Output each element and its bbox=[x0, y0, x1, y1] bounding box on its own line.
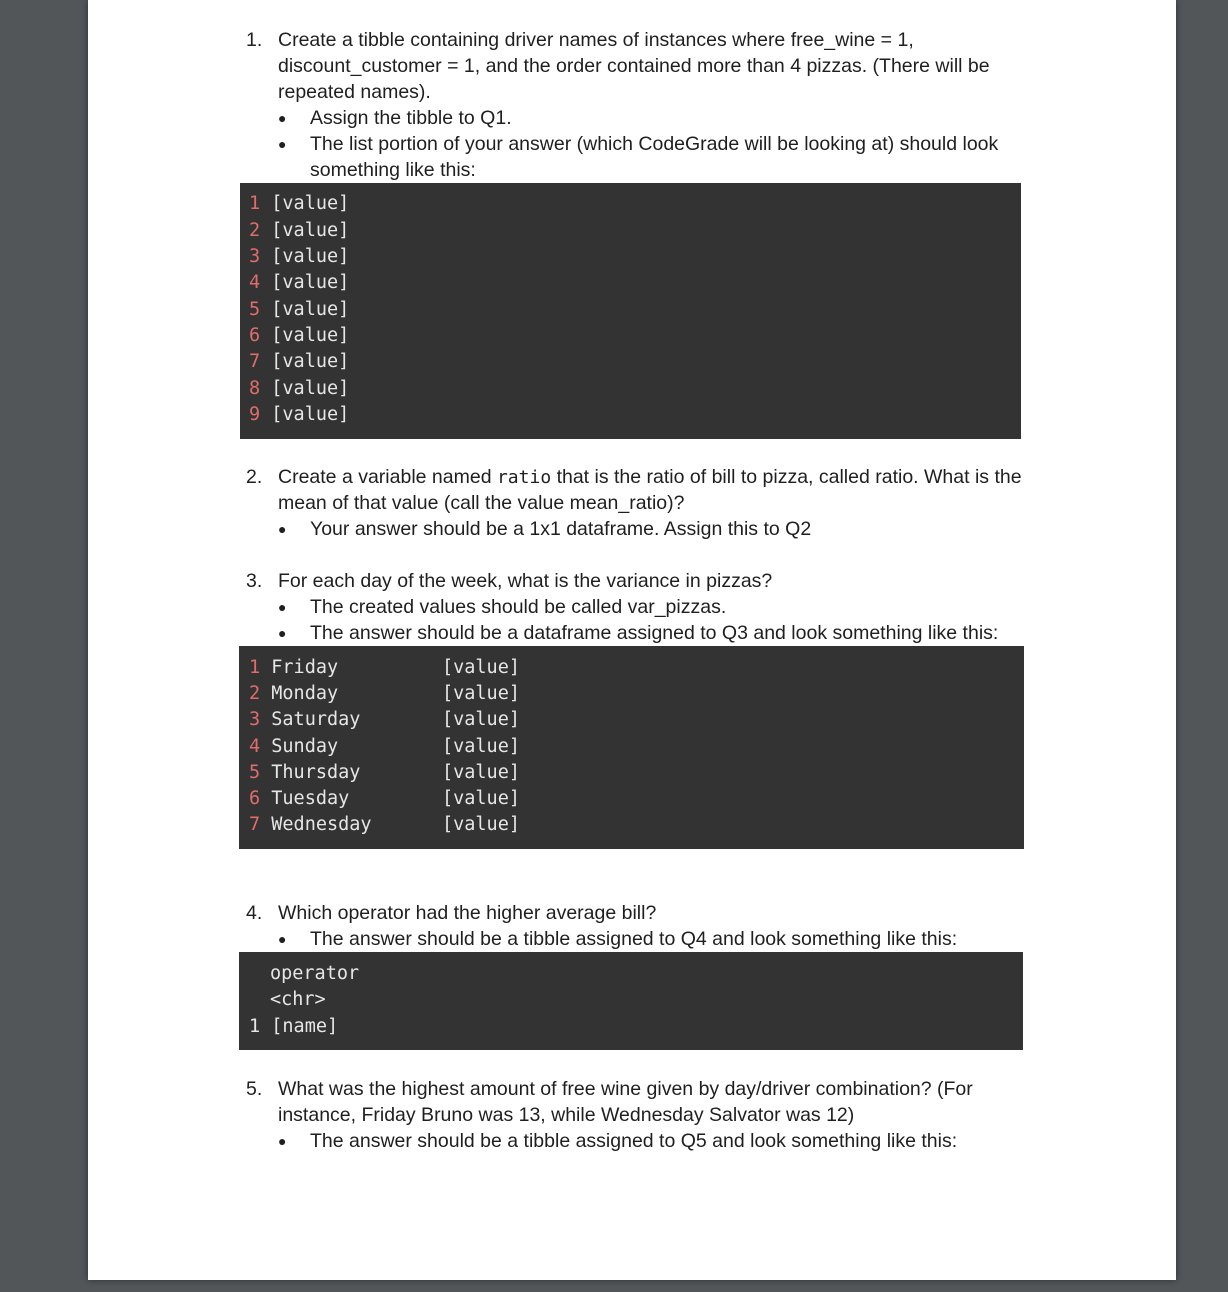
code-line bbox=[249, 707, 360, 733]
question-number: 2. bbox=[246, 466, 263, 488]
code-value: [value] bbox=[271, 193, 350, 214]
code-line bbox=[249, 655, 338, 681]
code-block-q1 bbox=[240, 183, 1021, 439]
bullet-text: Your answer should be a 1x1 dataframe. Assign this to Q2 bbox=[310, 518, 812, 540]
bullet-text: The list portion of your answer (which CodeGrade will be looking at) should look bbox=[310, 133, 999, 155]
code-line bbox=[249, 376, 349, 402]
line-number: 6 bbox=[249, 788, 261, 809]
question-text-line: repeated names). bbox=[278, 81, 431, 103]
code-line bbox=[249, 349, 349, 375]
question-text-line: instance, Friday Bruno was 13, while Wednesday Salvator was 12) bbox=[278, 1104, 855, 1126]
code-value: [value] bbox=[442, 814, 520, 835]
bullet-text: Assign the tibble to Q1. bbox=[310, 107, 512, 129]
column-header: operator bbox=[270, 963, 360, 984]
document-page bbox=[88, 0, 1176, 1280]
bullet-dot-icon: ● bbox=[278, 521, 287, 537]
question-number: 5. bbox=[246, 1078, 263, 1100]
bullet-text: The answer should be a dataframe assigned to Q3 and look something like this: bbox=[310, 622, 999, 644]
code-line bbox=[249, 244, 349, 270]
code-value: [name] bbox=[271, 1016, 339, 1037]
code-line bbox=[249, 191, 349, 217]
code-value: [value] bbox=[442, 736, 520, 757]
bullet-dot-icon: ● bbox=[278, 625, 287, 641]
question-text-line: Which operator had the higher average bill? bbox=[278, 902, 657, 924]
question-text-line: discount_customer = 1, and the order contained more than 4 pizzas. (There will be bbox=[278, 55, 990, 77]
question-3 bbox=[246, 568, 1126, 594]
bullet-text: The answer should be a tibble assigned to Q4 and look something like this: bbox=[310, 928, 958, 950]
bullet-dot-icon: ● bbox=[278, 931, 287, 947]
question-text-line: Create a tibble containing driver names of instances where free_wine = 1, bbox=[278, 29, 914, 51]
code-line bbox=[249, 402, 349, 428]
line-number: 9 bbox=[249, 404, 261, 425]
question-number: 3. bbox=[246, 570, 263, 592]
code-value: [value] bbox=[442, 657, 520, 678]
line-number: 5 bbox=[249, 762, 261, 783]
code-line bbox=[249, 1014, 338, 1040]
line-number: 4 bbox=[249, 736, 261, 757]
line-number: 2 bbox=[249, 220, 261, 241]
inline-code: ratio bbox=[496, 467, 552, 488]
column-type: <chr> bbox=[270, 989, 326, 1010]
code-value: [value] bbox=[271, 378, 350, 399]
code-value: [value] bbox=[271, 246, 350, 267]
code-value: [value] bbox=[442, 788, 520, 809]
bullet-dot-icon: ● bbox=[278, 599, 287, 615]
bullet-text: something like this: bbox=[310, 159, 476, 181]
question-text-line: What was the highest amount of free wine given by day/driver combination? (For bbox=[278, 1078, 973, 1100]
question-text-line bbox=[278, 464, 1022, 491]
code-line bbox=[249, 786, 349, 812]
code-value: [value] bbox=[442, 709, 520, 730]
day-name: Tuesday bbox=[271, 788, 350, 809]
day-name: Monday bbox=[271, 683, 339, 704]
question-text-line: mean of that value (call the value mean_ratio)? bbox=[278, 492, 685, 514]
question-2 bbox=[246, 464, 1146, 516]
code-block-q4 bbox=[239, 952, 1023, 1050]
question-text-line: For each day of the week, what is the variance in pizzas? bbox=[278, 570, 773, 592]
code-line bbox=[249, 270, 349, 296]
code-line bbox=[249, 760, 360, 786]
code-value: [value] bbox=[271, 325, 350, 346]
question-number: 4. bbox=[246, 902, 263, 924]
day-name: Saturday bbox=[271, 709, 361, 730]
code-value: [value] bbox=[442, 762, 520, 783]
question-1 bbox=[246, 27, 1126, 107]
bullet-dot-icon: ● bbox=[278, 110, 287, 126]
line-number: 4 bbox=[249, 272, 261, 293]
code-line bbox=[249, 681, 338, 707]
code-line bbox=[249, 297, 349, 323]
code-line bbox=[249, 218, 349, 244]
line-number: 3 bbox=[249, 246, 261, 267]
line-number: 7 bbox=[249, 351, 261, 372]
question-text: that is the ratio of bill to pizza, called ratio. What is the bbox=[551, 466, 1022, 488]
question-number: 1. bbox=[246, 29, 263, 51]
line-number: 5 bbox=[249, 299, 261, 320]
code-value: [value] bbox=[271, 299, 350, 320]
line-number: 8 bbox=[249, 378, 261, 399]
code-value: [value] bbox=[271, 220, 350, 241]
line-number: 7 bbox=[249, 814, 261, 835]
question-text: Create a variable named bbox=[278, 466, 497, 488]
day-name: Sunday bbox=[271, 736, 339, 757]
bullet-text: The created values should be called var_pizzas. bbox=[310, 596, 727, 618]
day-name: Wednesday bbox=[271, 814, 372, 835]
line-number: 3 bbox=[249, 709, 261, 730]
code-value: [value] bbox=[271, 351, 350, 372]
row-number: 1 bbox=[249, 1016, 261, 1037]
day-name: Thursday bbox=[271, 762, 361, 783]
bullet-dot-icon: ● bbox=[278, 136, 287, 152]
code-line bbox=[249, 812, 372, 838]
bullet-dot-icon: ● bbox=[278, 1133, 287, 1149]
code-value: [value] bbox=[271, 272, 350, 293]
line-number: 1 bbox=[249, 657, 261, 678]
question-4 bbox=[246, 900, 1126, 926]
line-number: 1 bbox=[249, 193, 261, 214]
code-block-q3 bbox=[239, 646, 1024, 849]
code-value: [value] bbox=[271, 404, 350, 425]
day-name: Friday bbox=[271, 657, 339, 678]
question-5 bbox=[246, 1076, 1146, 1128]
code-value: [value] bbox=[442, 683, 520, 704]
line-number: 6 bbox=[249, 325, 261, 346]
code-line bbox=[249, 323, 349, 349]
line-number: 2 bbox=[249, 683, 261, 704]
code-line bbox=[249, 734, 338, 760]
bullet-text: The answer should be a tibble assigned to Q5 and look something like this: bbox=[310, 1130, 958, 1152]
